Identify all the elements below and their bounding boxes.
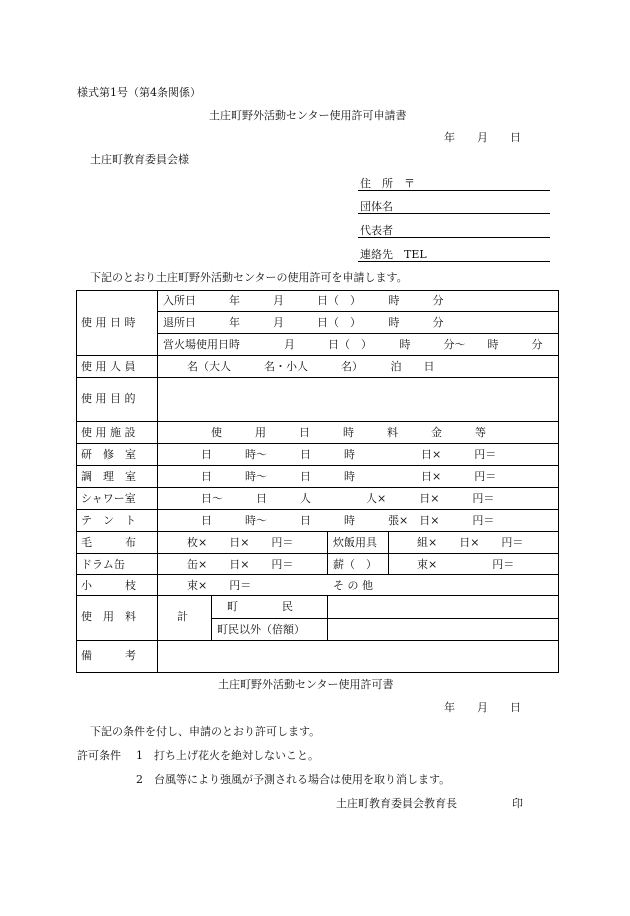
address-label: 住 所 〒 [360, 177, 415, 190]
kitchen-label: 調 理 室 [81, 470, 136, 483]
document-title: 土庄町野外活動センター使用許可申請書 [209, 109, 407, 122]
kitchen-value[interactable]: 日 時～ 日 時 日× 円＝ [201, 470, 497, 483]
form-number: 様式第1号（第4条関係） [77, 86, 201, 99]
group-label: 団体名 [360, 200, 393, 213]
checkout-row[interactable]: 退所日 年 月 日（ ） 時 分 [163, 316, 444, 329]
date-line: 年 月 日 [444, 131, 521, 144]
training-room-value[interactable]: 日 時～ 日 時 日× 円＝ [201, 448, 497, 461]
condition-2: 2 台風等により強風が予測される場合は使用を取り消します。 [136, 773, 451, 786]
fee-label: 使 用 料 [81, 610, 136, 623]
conditions-label: 許可条件 [77, 749, 121, 762]
remarks-label: 備 考 [81, 649, 136, 662]
permit-date: 年 月 日 [444, 701, 521, 714]
nonresident-label: 町民以外（倍額） [217, 623, 305, 636]
group-underline[interactable] [358, 213, 550, 214]
drum-label: ドラム缶 [81, 558, 125, 571]
drum-value[interactable]: 缶× 日× 円＝ [187, 558, 294, 571]
blanket-value[interactable]: 枚× 日× 円＝ [187, 536, 294, 549]
checkin-row[interactable]: 入所日 年 月 日（ ） 時 分 [163, 294, 444, 307]
contact-label: 連絡先 TEL [360, 248, 427, 261]
total-label: 計 [177, 610, 188, 623]
purpose-label: 使 用 目 的 [81, 392, 136, 405]
branch-value[interactable]: 束× 円＝ [187, 579, 252, 592]
firewood-label: 薪（ ） [333, 558, 377, 571]
other-label: そ の 他 [333, 579, 373, 592]
addressee: 土庄町教育委員会様 [90, 153, 189, 166]
resident-label: 町 民 [227, 600, 293, 613]
representative-underline[interactable] [358, 237, 550, 238]
purpose-field[interactable] [163, 392, 553, 406]
tent-label: テ ン ト [81, 514, 136, 527]
address-underline[interactable] [358, 190, 550, 191]
permit-intro: 下記の条件を付し、申請のとおり許可します。 [90, 725, 321, 738]
facility-label: 使 用 施 設 [81, 426, 136, 439]
facility-header: 使 用 日 時 料 金 等 [211, 426, 486, 439]
branch-label: 小 枝 [81, 579, 136, 592]
cooking-value[interactable]: 組× 日× 円＝ [417, 536, 524, 549]
people-value[interactable]: 名（大人 名・小人 名） 泊 日 [187, 360, 435, 373]
people-label: 使 用 人 員 [81, 360, 136, 373]
shower-room-label: シャワー室 [81, 492, 136, 505]
signature-line: 土庄町教育委員会教育長 印 [336, 797, 523, 810]
application-table [76, 290, 559, 673]
training-room-label: 研 修 室 [81, 448, 136, 461]
usage-datetime-label: 使 用 日 時 [81, 316, 136, 329]
permit-title: 土庄町野外活動センター使用許可書 [218, 678, 394, 691]
intro-text: 下記のとおり土庄町野外活動センターの使用許可を申請します。 [90, 271, 408, 284]
contact-underline[interactable] [358, 261, 550, 262]
firewood-value[interactable]: 束× 円＝ [417, 558, 515, 571]
cooking-label: 炊飯用具 [333, 536, 377, 549]
condition-1: 1 打ち上げ花火を絶対しないこと。 [136, 749, 319, 762]
campfire-row[interactable]: 営火場使用日時 月 日（ ） 時 分～ 時 分 [163, 338, 543, 351]
tent-value[interactable]: 日 時～ 日 時 張× 日× 円＝ [201, 514, 495, 527]
representative-label: 代表者 [360, 224, 393, 237]
blanket-label: 毛 布 [81, 536, 136, 549]
shower-room-value[interactable]: 日～ 日 人 人× 日× 円＝ [201, 492, 495, 505]
